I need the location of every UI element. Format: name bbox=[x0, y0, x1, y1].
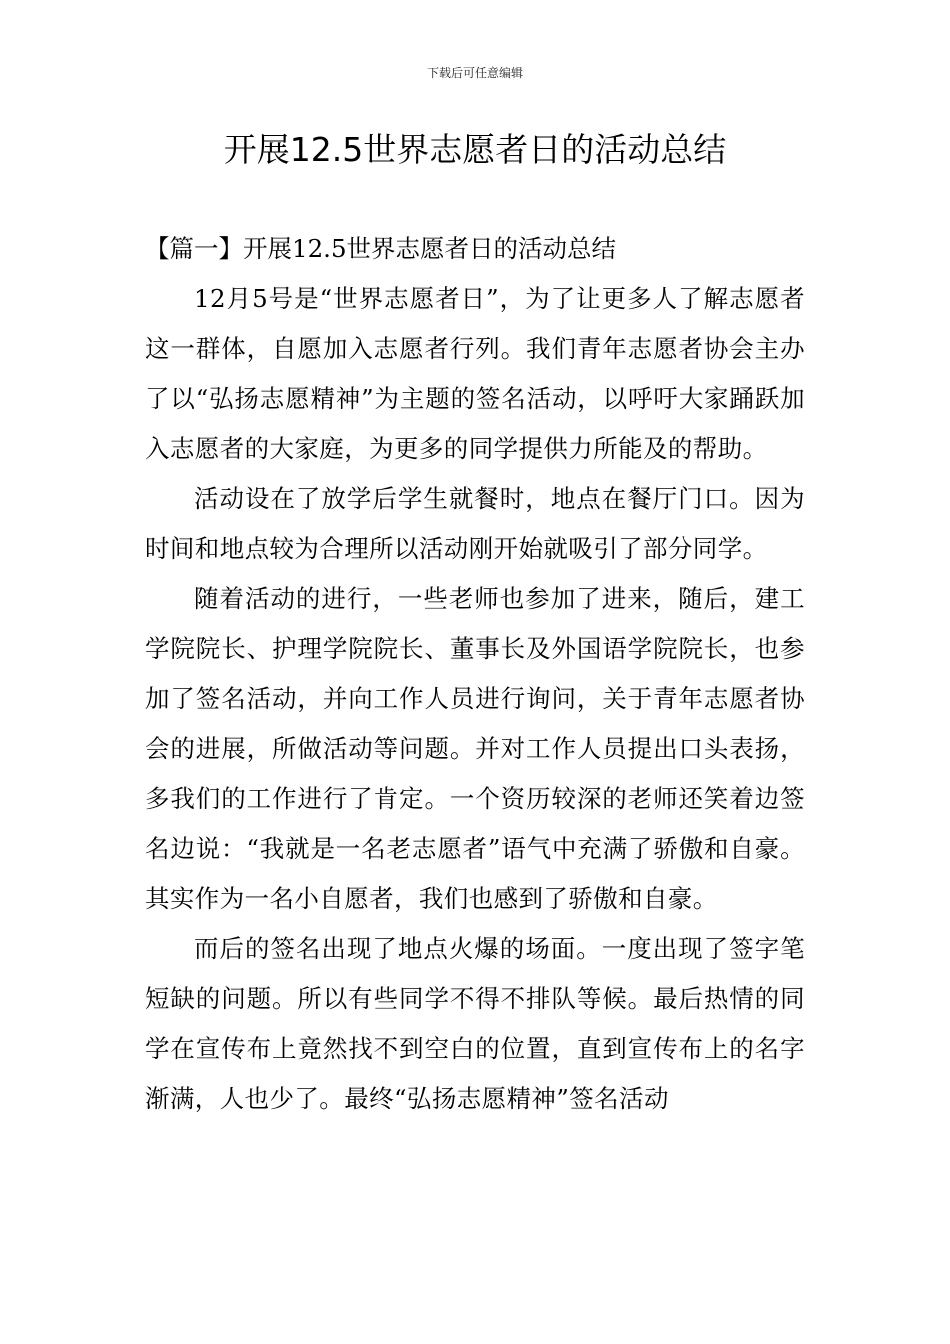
header-note: 下载后可任意编辑 bbox=[426, 66, 523, 80]
paragraph-3: 随着活动的进行，一些老师也参加了进来，随后，建工学院院长、护理学院院长、董事长及外国语学院院长，也参加了签名活动，并向工作人员进行询问，关于青年志愿者协会的进展，所做活动等问题。并对工作人员提出口头表扬，多我们的工作进行了肯定。一个资历较深的老师还笑着边签名边说：“我就是一名老志愿者”语气中充满了骄傲和自豪。其实作为一名小自愿者，我们也感到了骄傲和自豪。 bbox=[145, 584, 805, 913]
paragraph-4: 而后的签名出现了地点火爆的场面。一度出现了签字笔短缺的问题。所以有些同学不得不排队等候。最后热情的同学在宣传布上竟然找不到空白的位置，直到宣传布上的名字渐满，人也少了。最终“弘扬志愿精神”签名活动 bbox=[145, 934, 805, 1113]
section-heading: 【篇一】开展12.5世界志愿者日的活动总结 bbox=[145, 234, 617, 263]
document-body bbox=[145, 224, 805, 1124]
paragraph-2: 活动设在了放学后学生就餐时，地点在餐厅门口。因为时间和地点较为合理所以活动刚开始就吸引了部分同学。 bbox=[145, 484, 805, 563]
paragraph-1: 12月5号是“世界志愿者日”，为了让更多人了解志愿者这一群体，自愿加入志愿者行列。我们青年志愿者协会主办了以“弘扬志愿精神”为主题的签名活动，以呼吁大家踊跃加入志愿者的大家庭，为更多的同学提供力所能及的帮助。 bbox=[145, 284, 805, 463]
document-title: 开展12.5世界志愿者日的活动总结 bbox=[223, 130, 727, 169]
